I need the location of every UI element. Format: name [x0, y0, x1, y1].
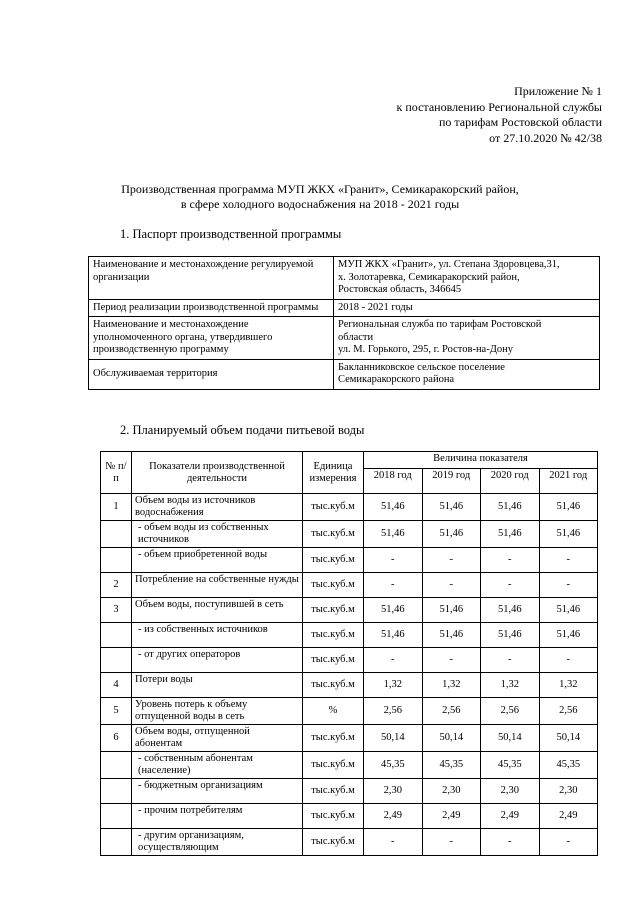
- row-number: 2: [101, 573, 132, 598]
- passport-value: [334, 257, 600, 300]
- row-unit: тыс.куб.м: [303, 598, 364, 623]
- passport-label: Обслуживаемая территория: [89, 359, 334, 389]
- passport-value-line: 2018 - 2021 годы: [338, 301, 413, 313]
- row-value: 51,46: [481, 598, 540, 623]
- table-row: [101, 573, 598, 598]
- passport-value-line: Бакланниковское сельское поселение: [338, 361, 505, 373]
- passport-value-line: МУП ЖКХ «Гранит», ул. Степана Здоровцева,31,: [338, 259, 560, 270]
- appendix-line: по тарифам Ростовской области: [438, 115, 602, 130]
- row-value: 2,30: [481, 779, 540, 804]
- table-row: [101, 673, 598, 698]
- row-unit: тыс.куб.м: [303, 623, 364, 648]
- row-number: [101, 804, 132, 829]
- row-unit: тыс.куб.м: [303, 829, 364, 856]
- table-row: [101, 494, 598, 521]
- row-value: 45,35: [422, 752, 481, 779]
- table-row: [101, 804, 598, 829]
- header-year: 2020 год: [481, 469, 540, 494]
- appendix-line: к постановлению Региональной службы: [396, 99, 602, 114]
- row-value: 45,35: [481, 752, 540, 779]
- row-value: 2,49: [539, 804, 598, 829]
- row-value: -: [422, 548, 481, 573]
- title-line: в сфере холодного водоснабжения на 2018 - 2021 годы: [180, 197, 460, 211]
- row-value: 50,14: [481, 725, 540, 752]
- row-value: 1,32: [422, 673, 481, 698]
- row-unit: тыс.куб.м: [303, 725, 364, 752]
- water-volume-table: [100, 451, 598, 856]
- row-unit: тыс.куб.м: [303, 648, 364, 673]
- row-value: 2,56: [364, 698, 423, 725]
- section-1-heading: 1. Паспорт производственной программы: [120, 227, 342, 241]
- row-value: 51,46: [364, 623, 423, 648]
- row-number: 3: [101, 598, 132, 623]
- header-values-group: Величина показателя: [364, 452, 598, 469]
- row-indicator: - от других операторов: [132, 648, 303, 673]
- row-number: [101, 623, 132, 648]
- row-value: -: [481, 829, 540, 856]
- row-indicator: Объем воды из источников водоснабжения: [132, 494, 303, 521]
- section-2-heading: 2. Планируемый объем подачи питьевой воды: [120, 423, 365, 437]
- title-line: Производственная программа МУП ЖКХ «Гранит», Семикаракорский район,: [121, 182, 519, 196]
- row-value: -: [364, 648, 423, 673]
- row-unit: тыс.куб.м: [303, 494, 364, 521]
- row-value: 2,49: [422, 804, 481, 829]
- row-value: 51,46: [539, 623, 598, 648]
- appendix-line: Приложение № 1: [514, 84, 602, 98]
- row-value: 51,46: [539, 494, 598, 521]
- row-number: 1: [101, 494, 132, 521]
- row-number: 6: [101, 725, 132, 752]
- row-value: -: [539, 573, 598, 598]
- passport-value-line: области: [338, 331, 374, 343]
- row-value: -: [481, 648, 540, 673]
- row-value: -: [539, 829, 598, 856]
- row-indicator: - другим организациям, осуществляющим: [132, 829, 303, 856]
- row-indicator: Потери воды: [132, 673, 303, 698]
- row-value: 2,30: [422, 779, 481, 804]
- row-value: 2,56: [481, 698, 540, 725]
- header-unit: Единица измерения: [303, 452, 364, 494]
- header-year: 2018 год: [364, 469, 423, 494]
- row-indicator: - прочим потребителям: [132, 804, 303, 829]
- row-value: 51,46: [539, 521, 598, 548]
- row-value: 2,49: [481, 804, 540, 829]
- table-row: [101, 829, 598, 856]
- row-value: 51,46: [364, 521, 423, 548]
- row-unit: тыс.куб.м: [303, 804, 364, 829]
- appendix-line: от 27.10.2020 № 42/38: [489, 130, 602, 145]
- row-value: -: [364, 573, 423, 598]
- header-year: 2019 год: [422, 469, 481, 494]
- passport-row: [89, 317, 600, 360]
- row-unit: тыс.куб.м: [303, 573, 364, 598]
- row-number: [101, 752, 132, 779]
- row-value: -: [539, 548, 598, 573]
- row-unit: тыс.куб.м: [303, 521, 364, 548]
- passport-value: [334, 359, 600, 389]
- passport-value-line: х. Золотаревка, Семикаракорский район,: [338, 271, 520, 283]
- row-value: -: [422, 573, 481, 598]
- passport-label: Наименование и местонахождение регулируемой организации: [89, 257, 334, 300]
- row-indicator: Объем воды, отпущенной абонентам: [132, 725, 303, 752]
- row-indicator: Уровень потерь к объему отпущенной воды в сеть: [132, 698, 303, 725]
- table-row: [101, 752, 598, 779]
- row-value: 1,32: [364, 673, 423, 698]
- passport-value-line: Семикаракорского района: [338, 374, 455, 385]
- row-unit: тыс.куб.м: [303, 548, 364, 573]
- row-number: 5: [101, 698, 132, 725]
- row-value: -: [422, 648, 481, 673]
- row-unit: тыс.куб.м: [303, 673, 364, 698]
- row-indicator: - объем воды из собственных источников: [132, 521, 303, 548]
- row-indicator: - собственным абонентам (население): [132, 752, 303, 779]
- passport-row: [89, 299, 600, 317]
- row-number: [101, 829, 132, 856]
- header-num: № п/п: [101, 452, 132, 494]
- row-number: 4: [101, 673, 132, 698]
- table-row: [101, 548, 598, 573]
- row-value: -: [481, 548, 540, 573]
- table-row: [101, 623, 598, 648]
- row-indicator: Потребление на собственные нужды: [132, 573, 303, 598]
- passport-value-line: ул. М. Горького, 295, г. Ростов-на-Дону: [338, 344, 513, 355]
- row-value: 2,30: [364, 779, 423, 804]
- row-value: -: [422, 829, 481, 856]
- table-row: [101, 779, 598, 804]
- passport-value-line: Ростовская область, 346645: [338, 284, 462, 295]
- row-number: [101, 648, 132, 673]
- row-value: 50,14: [364, 725, 423, 752]
- table-row: [101, 725, 598, 752]
- header-indicator: Показатели производственной деятельности: [132, 452, 303, 494]
- row-number: [101, 521, 132, 548]
- row-number: [101, 779, 132, 804]
- row-value: 51,46: [539, 598, 598, 623]
- row-value: 2,56: [422, 698, 481, 725]
- row-value: 1,32: [539, 673, 598, 698]
- row-value: 51,46: [364, 494, 423, 521]
- row-unit: %: [303, 698, 364, 725]
- passport-label: Период реализации производственной программы: [89, 299, 334, 317]
- row-value: 51,46: [422, 494, 481, 521]
- row-value: 50,14: [539, 725, 598, 752]
- passport-value: [334, 299, 600, 317]
- row-indicator: - бюджетным организациям: [132, 779, 303, 804]
- row-value: 51,46: [364, 598, 423, 623]
- row-value: 1,32: [481, 673, 540, 698]
- row-value: 45,35: [364, 752, 423, 779]
- appendix-block: [397, 84, 602, 146]
- row-value: -: [481, 573, 540, 598]
- passport-row: [89, 359, 600, 389]
- passport-table: [88, 256, 600, 390]
- row-number: [101, 548, 132, 573]
- row-unit: тыс.куб.м: [303, 779, 364, 804]
- row-value: 51,46: [422, 521, 481, 548]
- row-indicator: - из собственных источников: [132, 623, 303, 648]
- row-value: -: [539, 648, 598, 673]
- row-value: 50,14: [422, 725, 481, 752]
- row-value: -: [364, 829, 423, 856]
- row-value: 51,46: [422, 623, 481, 648]
- row-value: 2,30: [539, 779, 598, 804]
- row-value: 51,46: [481, 521, 540, 548]
- row-unit: тыс.куб.м: [303, 752, 364, 779]
- row-indicator: Объем воды, поступившей в сеть: [132, 598, 303, 623]
- row-value: 2,56: [539, 698, 598, 725]
- row-indicator: - объем приобретенной воды: [132, 548, 303, 573]
- table-row: [101, 598, 598, 623]
- row-value: 51,46: [481, 494, 540, 521]
- document-title: [40, 182, 600, 212]
- table-row: [101, 648, 598, 673]
- header-year: 2021 год: [539, 469, 598, 494]
- passport-value-line: Региональная служба по тарифам Ростовской: [338, 319, 542, 330]
- passport-value: [334, 317, 600, 360]
- row-value: 2,49: [364, 804, 423, 829]
- row-value: 51,46: [481, 623, 540, 648]
- passport-row: [89, 257, 600, 300]
- row-value: 51,46: [422, 598, 481, 623]
- table-row: [101, 521, 598, 548]
- row-value: 45,35: [539, 752, 598, 779]
- row-value: -: [364, 548, 423, 573]
- passport-label: Наименование и местонахождение уполномоченного органа, утвердившего производственную программу: [89, 317, 334, 360]
- table-row: [101, 698, 598, 725]
